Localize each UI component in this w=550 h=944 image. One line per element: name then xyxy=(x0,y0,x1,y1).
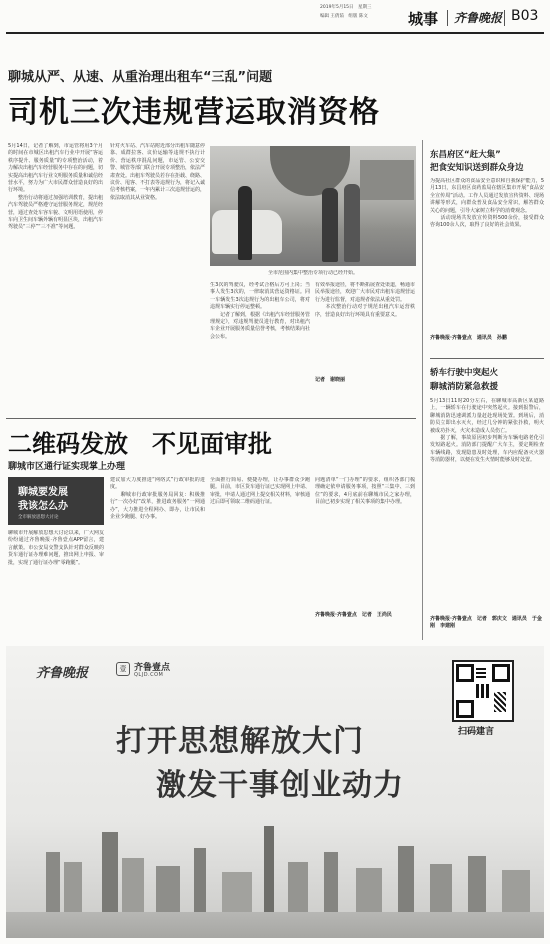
sidebar-headline: 聊城消防紧急救援 xyxy=(430,382,499,392)
ad-app-url: QLJD.COM xyxy=(134,672,164,678)
building xyxy=(398,846,414,912)
campaign-box xyxy=(8,477,104,525)
building xyxy=(194,848,206,912)
campaign-title: 我该怎么办 xyxy=(18,501,68,512)
story2-column-2: 建议加大力度推进“网络式”行政审批的进度。 聊城市行政审批服务局回复：积极推行“一次办好”改革，推进政务服务“一网通办”，大力推进全程网办、即办，让市民和企业少跑腿、好办事。 xyxy=(110,477,205,521)
qr-module-block xyxy=(476,668,486,678)
sidebar-credit: 齐鲁晚报·齐鲁壹点 通讯员 孙鹏 xyxy=(430,335,507,341)
photo-caption: 全市范围内集中整治专项行动已经开始。 xyxy=(268,270,359,276)
ad-app-icon: 壹 xyxy=(116,662,130,676)
column-rule xyxy=(422,140,423,640)
photo-truck xyxy=(360,160,414,200)
campaign-title: 聊城要发展 xyxy=(18,487,68,498)
sidebar-credit: 齐鲁晚报·齐鲁壹点 记者 郭庆文 通讯员 于金刚 李建刚 xyxy=(430,616,542,629)
building xyxy=(324,852,338,912)
photo-person xyxy=(238,186,252,260)
sidebar-rule xyxy=(430,358,544,359)
building xyxy=(122,858,144,912)
editors-line: 编辑 王倩茹 组版 陈文 xyxy=(320,14,368,19)
section-label: 城事 xyxy=(408,10,439,28)
ad-slogan-line-1: 打开思想解放大门 xyxy=(116,724,364,759)
story2-credit: 齐鲁晚报·齐鲁壹点 记者 王尚民 xyxy=(315,612,392,618)
header-divider xyxy=(504,10,505,26)
lead-photo xyxy=(210,146,416,266)
header-rule xyxy=(6,32,544,34)
qr-finder xyxy=(456,700,474,718)
building xyxy=(356,868,382,912)
sidebar-headline: 轿车行驶中突起火 xyxy=(430,368,499,378)
lead-column-2: 针对火车站、汽车站附近部分出租车随意停靠、成群拉客、议价运输等违规不执行计价、营运秩序混乱问题，市运管、公安交警、城管等部门联合开展专项整治，依法严肃查处。出租车驾驶员若存在拒载、绕路、议价、甩客、不打表等违规行为，将记入诚信考核档案，一年内累计三次违规营运的，依法取消其从业资格。 xyxy=(110,143,205,201)
building xyxy=(102,832,118,912)
building xyxy=(46,852,60,912)
story2-headline: 二维码发放 不见面审批 xyxy=(8,430,272,458)
sidebar-tag: 东昌府区“赶大集” xyxy=(430,150,501,160)
photo-tree xyxy=(270,146,350,196)
story2-subhead: 聊城市区通行证实现掌上办理 xyxy=(8,462,126,472)
lake xyxy=(6,912,544,938)
page-number: B03 xyxy=(511,8,539,24)
building xyxy=(430,864,452,912)
photo-person xyxy=(322,188,338,262)
qr-module-block xyxy=(494,692,506,712)
lead-headline: 司机三次违规营运取消资格 xyxy=(8,95,380,130)
building xyxy=(156,866,180,912)
qr-finder xyxy=(492,664,510,682)
qr-label: 扫码建言 xyxy=(458,727,495,737)
building xyxy=(502,870,530,912)
sidebar-body: 为提高社区群众的食品安全意识和自我保护能力，5月13日，东昌府区食药监局在辖区集市开展“食品安全宣传周”活动。工作人员通过发放宣传资料、现场讲解等形式，向群众普及食品安全常识，解答群众关心的问题，引导大家树立科学的消费观念。 活动现场共发放宣传资料500余份，接受群众咨询100余人次，取得了良好的社会效果。 xyxy=(430,178,544,229)
issue-date: 2019年5月15日 星期三 xyxy=(320,5,372,10)
story2-column-1: 聊城市开展解放思想大讨论以来，广大网友纷纷通过齐鲁晚报·齐鲁壹点APP留言，建言献策。市公安局交警支队针对群众反映的货车通行证办理难问题，推出网上申报、审批，实现了通行证办理“零跑腿”。 xyxy=(8,530,104,566)
tower xyxy=(264,826,274,912)
header-divider xyxy=(447,10,448,26)
qr-code xyxy=(452,660,514,722)
sidebar-headline: 把食安知识送到群众身边 xyxy=(430,163,524,173)
building xyxy=(468,856,486,912)
city-skyline xyxy=(6,822,544,912)
campaign-subtitle: 全市解放思想大讨论 xyxy=(18,515,59,520)
building xyxy=(222,872,252,912)
lead-kicker: 聊城从严、从速、从重治理出租车“三乱”问题 xyxy=(8,70,273,85)
story2-column-4: 问题清单“一门办理”的要求，组织各部门梳理确定依申请服务事项，按照“三集中、三到位”的要求，4月底前在聊城市民之家办理，目前已初步实现了相关事项的集中办理。 xyxy=(315,477,415,506)
story-rule xyxy=(6,418,416,419)
ad-brand-logo: 齐鲁晚报 xyxy=(36,666,89,681)
qr-finder xyxy=(456,664,474,682)
building xyxy=(64,862,82,912)
newspaper-logo: 齐鲁晚报 xyxy=(454,11,503,25)
lead-byline: 记者 谢晓丽 xyxy=(315,377,346,383)
ad-slogan-line-2: 激发干事创业动力 xyxy=(156,768,404,803)
ad-banner xyxy=(6,646,544,938)
photo-person xyxy=(344,184,360,262)
lead-column-5: 有效举报途径，将不断拓展查处渠道，畅通市民举报途径，欢迎广大市民对出租车违规营运行为进行监督，对违规者依法从重处罚。 本次整治行动对于规范出租汽车运营秩序，营造良好出行环境具有重要意义。 xyxy=(315,282,415,318)
lead-column-4: 生3次的驾驶员，经考试合格后方可上岗；当事人发生3次的，一律取消其营运资格证。同一车辆发生3次违规行为的出租车公司，将对违规车辆实行停运整顿。 记者了解到，根据《出租汽车经营服务管理规定》，对违规驾驶员进行教育，对出租汽车企业开展服务质量信誉考核，考核结果向社会公布。 xyxy=(210,282,310,340)
lead-column-1: 5月14日，记者了解到，市运管将用3个月的时间在市城区出租汽车行业中开展“客运秩序提升、服务质量”的专项整治活动，着力解决出租汽车经营服务中存在的问题，切实提高出租汽车行业文明服务质量和诚信经营水平，努力为广大市民群众营造良好的出行环境。 整治行动将通过加强培训教育，提出租汽车驾驶员严格遵守运营服务规定，规范经营，通过查处车容车貌、文明用语使用，停车向卫生间车辆外辆有明显区块，出租汽车驾驶员“三停”“三不准”等问题。 xyxy=(8,143,103,231)
ad-app-name: 齐鲁壹点 xyxy=(134,663,171,673)
story2-column-3: 全面推行简易、便捷办理，让办事群众少跑腿。目前，市区货车通行证已实现网上申请、审批，申请人通过网上提交相关材料，审核通过后即可领取二维码通行证。 xyxy=(210,477,310,506)
building xyxy=(288,862,308,912)
qr-module-block xyxy=(476,684,490,698)
sidebar-body: 5月13日11时20分左右，在聊城市高新区某道路上，一辆轿车在行驶途中突然起火。接到报警后，聊城消防迅速调派力量赶赴现场处置。到场后，消防员立即出水灭火，经过几分钟的紧张扑救，明火被成功扑灭，火灾未造成人员伤亡。 据了解，事故原因初步判断为车辆电路老化引发短路起火。消防部门提醒广大车主，要定期检查车辆线路，发现隐患及时处理，车内应配备灭火器等消防器材，以便在发生火情时能够及时处置。 xyxy=(430,398,544,464)
